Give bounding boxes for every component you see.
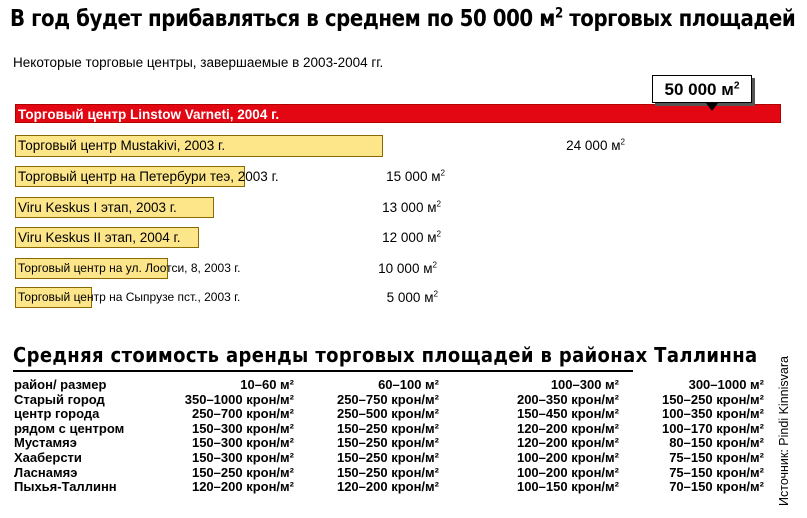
source-note: Источник: Pindi Kinnisvara (777, 356, 791, 506)
price-cell: 150–250 крон/м² (336, 435, 439, 451)
bar-label: Viru Keskus I этап, 2003 г. (18, 200, 177, 215)
price-cell: 150–300 крон/м² (191, 435, 294, 451)
price-cell: 120–200 крон/м² (336, 479, 439, 495)
callout-pointer (706, 103, 718, 111)
rent-table-title: Средняя стоимость аренды торговых площадей в районах Таллинна (13, 343, 758, 367)
rent-header-cell: 10–60 м² (240, 377, 294, 392)
price-cell: 120–200 крон/м² (516, 435, 619, 451)
chart-subtitle: Некоторые торговые центры, завершаемые в 2003-2004 гг. (13, 55, 384, 70)
rent-row (14, 466, 764, 481)
price-cell: 200–350 крон/м² (516, 391, 619, 407)
price-cell: 150–250 крон/м² (336, 420, 439, 436)
price-cell: 120–200 крон/м² (191, 479, 294, 495)
title-underline (13, 370, 633, 372)
price-cell: 120–200 крон/м² (516, 420, 619, 436)
bar-value-label: 10 000 $м^2$ (378, 260, 437, 276)
price-cell: 150–250 крон/м² (661, 391, 764, 407)
bar-label: Viru Keskus II этап, 2004 г. (18, 230, 181, 245)
rent-header-cell: 300–1000 м² (688, 377, 764, 392)
rent-row (14, 422, 764, 437)
district-cell: Пыхья-Таллинн (14, 479, 117, 495)
price-cell: 150–300 крон/м² (191, 420, 294, 436)
bar-value-label: 5 000 $м^2$ (386, 289, 438, 305)
rent-table-body (14, 393, 764, 495)
price-cell: 150–300 крон/м² (191, 449, 294, 465)
price-cell: 100–170 крон/м² (661, 420, 764, 436)
price-cell: 150–250 крон/м² (191, 464, 294, 480)
price-cell: 250–700 крон/м² (191, 406, 294, 422)
bar-value-label: 13 000 $м^2$ (382, 199, 441, 215)
bar-label: Торговый центр на Петербури теэ, 2003 г. (18, 169, 279, 184)
chart-title: В год будет прибавляться в среднем по 50 000 $м^2$ торговых площадей (10, 5, 796, 32)
bar-value-label: 12 000 $м^2$ (382, 229, 441, 245)
price-cell: 75–150 крон/м² (669, 449, 764, 465)
rent-table (14, 378, 764, 495)
bar-label: Торговый центр Linstow Varneti, 2004 г. (18, 107, 280, 122)
price-cell: 150–250 крон/м² (336, 464, 439, 480)
price-cell: 80–150 крон/м² (669, 435, 764, 451)
rent-header-cell: 60–100 м² (378, 377, 439, 392)
rent-row (14, 451, 764, 466)
rent-row (14, 480, 764, 495)
district-cell: Мустамяэ (14, 435, 77, 451)
district-cell: рядом с центром (14, 420, 125, 436)
rent-header-cell: район/ размер (14, 377, 107, 392)
rent-header-cell: 100–300 м² (550, 377, 619, 392)
rent-row (14, 407, 764, 422)
bar-label: Торговый центр Mustakivi, 2003 г. (18, 138, 226, 153)
price-cell: 350–1000 крон/м² (184, 391, 294, 407)
bar-label: Торговый центр на Сыпрузе пст., 2003 г. (18, 290, 241, 304)
price-cell: 100–350 крон/м² (661, 406, 764, 422)
bar-label: Торговый центр на ул. Лоотси, 8, 2003 г. (18, 261, 241, 275)
district-cell: Ласнамяэ (14, 464, 78, 480)
bar-value-label: 24 000 $м^2$ (566, 137, 625, 153)
price-cell: 100–200 крон/м² (516, 464, 619, 480)
rent-row (14, 393, 764, 408)
total-callout: 50 000 $м^2$ (652, 75, 752, 103)
district-cell: центр города (14, 406, 100, 422)
price-cell: 100–200 крон/м² (516, 449, 619, 465)
district-cell: Хааберсти (14, 449, 82, 465)
rent-header-row (14, 378, 764, 393)
price-cell: 250–750 крон/м² (336, 391, 439, 407)
price-cell: 100–150 крон/м² (516, 479, 619, 495)
bar-value-label: 15 000 $м^2$ (386, 168, 445, 184)
price-cell: 150–450 крон/м² (516, 406, 619, 422)
rent-row (14, 436, 764, 451)
price-cell: 250–500 крон/м² (336, 406, 439, 422)
district-cell: Старый город (14, 391, 105, 407)
price-cell: 75–150 крон/м² (669, 464, 764, 480)
price-cell: 70–150 крон/м² (669, 479, 764, 495)
price-cell: 150–250 крон/м² (336, 449, 439, 465)
